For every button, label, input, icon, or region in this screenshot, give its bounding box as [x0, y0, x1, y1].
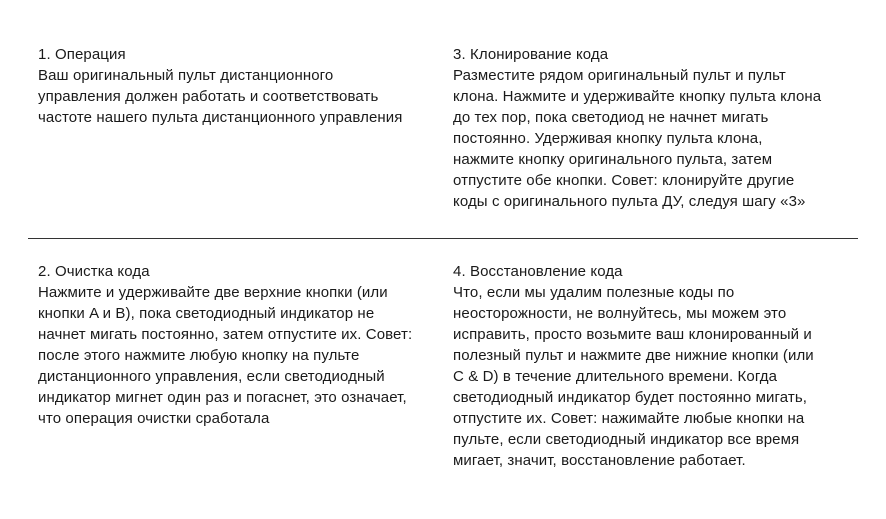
section-line: до тех пор, пока светодиод не начнет мигать	[453, 109, 769, 126]
section-line: нажмите кнопку оригинального пульта, затем	[453, 151, 773, 168]
section-line: отпустите обе кнопки. Совет: клонируйте другие	[453, 172, 795, 189]
section-line: клона. Нажмите и удерживайте кнопку пульта клона	[453, 88, 822, 105]
section-line: Нажмите и удерживайте две верхние кнопки (или	[38, 284, 388, 301]
section-title: 2. Очистка кода	[38, 263, 150, 280]
section-title: 1. Операция	[38, 46, 126, 63]
section-divider	[28, 238, 858, 239]
section-line: исправить, просто возьмите ваш клонированный и	[453, 326, 812, 343]
section-title: 4. Восстановление кода	[453, 263, 623, 280]
section-line: что операция очистки сработала	[38, 410, 270, 427]
section-line: светодиодный индикатор будет постоянно мигать,	[453, 389, 808, 406]
section-line: мигает, значит, восстановление работает.	[453, 452, 746, 469]
section-line: частоте нашего пульта дистанционного управления	[38, 109, 403, 126]
section-line: начнет мигать постоянно, затем отпустите их. Совет:	[38, 326, 413, 343]
section-code-cloning	[453, 44, 821, 212]
section-code-restoration	[453, 261, 814, 471]
section-line: Что, если мы удалим полезные коды по	[453, 284, 735, 301]
section-line: полезный пульт и нажмите две нижние кнопки (или	[453, 347, 814, 364]
section-line: коды с оригинального пульта ДУ, следуя шагу «3»	[453, 193, 806, 210]
section-line: кнопки A и B), пока светодиодный индикатор не	[38, 305, 375, 322]
section-operation	[38, 44, 402, 128]
section-line: управления должен работать и соответствовать	[38, 88, 379, 105]
section-line: индикатор мигнет один раз и погаснет, это означает,	[38, 389, 407, 406]
section-line: Ваш оригинальный пульт дистанционного	[38, 67, 334, 84]
section-line: отпустите их. Совет: нажимайте любые кнопки на	[453, 410, 805, 427]
section-code-clearing	[38, 261, 412, 429]
section-line: C & D) в течение длительного времени. Когда	[453, 368, 778, 385]
section-line: постоянно. Удерживая кнопку пульта клона,	[453, 130, 763, 147]
section-line: после этого нажмите любую кнопку на пульте	[38, 347, 360, 364]
section-title: 3. Клонирование кода	[453, 46, 609, 63]
section-line: пульте, если светодиодный индикатор все время	[453, 431, 800, 448]
section-line: Разместите рядом оригинальный пульт и пульт	[453, 67, 786, 84]
section-line: дистанционного управления, если светодиодный	[38, 368, 385, 385]
section-line: неосторожности, не волнуйтесь, мы можем это	[453, 305, 787, 322]
